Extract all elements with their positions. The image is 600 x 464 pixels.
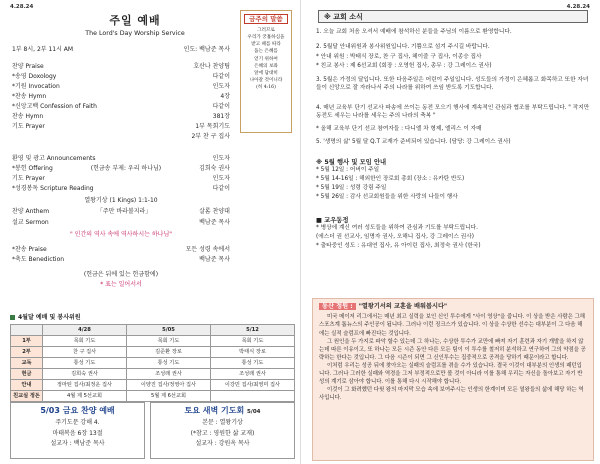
order-label: 환영 및 광고 Announcements bbox=[12, 155, 96, 162]
order-leader: 다같이 bbox=[212, 185, 230, 192]
meditation-heading bbox=[319, 302, 587, 311]
verse-line: (히 4:16) bbox=[256, 85, 276, 90]
order-row bbox=[12, 256, 230, 264]
order-leader: 김희숙 권사 bbox=[199, 165, 230, 172]
order-row bbox=[12, 103, 230, 111]
right-date: 4.28.24 bbox=[566, 4, 590, 10]
order-note: (헌금송 부제: 우리 하나님) bbox=[90, 165, 162, 172]
order-leader: 인도자 bbox=[212, 155, 230, 162]
sermon-row bbox=[12, 219, 230, 227]
order-label: 기도 Prayer bbox=[12, 123, 45, 130]
table-cell: 김준환 장로 bbox=[127, 347, 211, 358]
table-row bbox=[11, 336, 295, 347]
table-cell: 목회 기도 bbox=[43, 336, 127, 347]
church-news-header: ※ 교회 소식 bbox=[318, 10, 588, 23]
table-cell: 조성래 권사 bbox=[127, 369, 211, 380]
standing-note: * 표는 일어서서 bbox=[100, 281, 142, 288]
table-cell: 통성 기도 bbox=[43, 358, 127, 369]
order-label: *봉헌 Offering bbox=[12, 165, 53, 172]
order-leader: 다같이 bbox=[212, 103, 230, 110]
sermon-title: " 인간의 역사 속에 역사하시는 하나님" bbox=[70, 231, 172, 238]
may-event: * 5월 26일 : 감사 선교회원들을 위한 사랑의 나들이 행사 bbox=[316, 194, 458, 200]
order-row bbox=[12, 83, 230, 91]
may-event: * 5월 12일 : 어버이 주일 bbox=[316, 167, 380, 173]
friday-worship-topic: 주기도문 강해 4. bbox=[55, 419, 100, 426]
news-item: * 올해 교육부 단기 선교 참여자들 : 다니엘 차 형제, 엘리스 이 자매 bbox=[316, 126, 482, 132]
saturday-prayer-note: (*참고 : 영원한 삶 교재) bbox=[190, 429, 255, 437]
order-label: *찬송 Hymn bbox=[12, 93, 47, 100]
order-leader: 모든 성령 속에서 bbox=[185, 246, 230, 253]
order-row bbox=[12, 73, 230, 81]
table-header: 4/28 bbox=[43, 325, 127, 336]
order-label: *송영 Doxology bbox=[12, 73, 57, 80]
meditation-title: "열왕기서의 교훈을 배워봅시다" bbox=[358, 303, 448, 310]
order-row bbox=[12, 185, 230, 193]
table-header: 5/05 bbox=[127, 325, 211, 336]
friday-worship-title: 5/03 금요 찬양 예배 bbox=[40, 406, 115, 415]
saturday-prayer-box bbox=[150, 402, 295, 459]
verse-line: 은혜의 보좌 bbox=[254, 63, 278, 69]
member-news-item: * 출타중인 성도 : 유대연 집사, 유 아이린 집사, 최정숙 권사 (한국) bbox=[316, 243, 481, 249]
order-leader: 1부 목회기도 bbox=[195, 123, 230, 130]
order-leader: 살롬 찬양대 bbox=[199, 208, 230, 215]
member-news-item: (에스더 권 선교사, 임명자 권사, 오해니 집사, 강 그레이스 권사) bbox=[316, 234, 474, 240]
order-label: *신앙고백 Confession of Faith bbox=[12, 103, 97, 110]
meditation-paragraph: 그 원인을 두 가지로 파악 할수 있는데 그 하나는, 수상한 투수가 교만에 빠져 자기 훈련과 자기 개발을 하지 않는데 따른 이유이고, 또 하나는 모든 시즌 동안 다른 모든 팀이 이 투수를 철저히 분석하고 연구하여 그의 약점을 공략하는 한다는 것입니다. 그 다음 시즌이 되면 그 신인투수는 집중적으로 공격을 당하기 때문이라고 합니다. bbox=[319, 338, 586, 361]
table-cell: 김희숙 권사 bbox=[43, 369, 127, 380]
meditation-paragraph: 이처럼 우리는 성공 뒤에 찾아오는 실패의 슬럼프를 겪을 수가 있습니다. 결국 이것이 대부분의 인생의 패턴입니다. 그러나 그러한 실패와 역경을 그저 부정적으로만 볼 것이 아니라 이를 통해 우리는 자신을 돌아보고 자기 반성의 계기로 삼아야 합니다. 이를 통해 다시 시작해야 합니다. bbox=[319, 362, 583, 386]
weekly-verse-title: 금주의 말씀 bbox=[244, 14, 288, 24]
order-label: 기도 Prayer bbox=[12, 175, 45, 182]
duty-table-title: 4월달 예배 및 봉사위원 bbox=[10, 314, 81, 322]
meditation-tag: 동산 정원 : bbox=[319, 303, 356, 310]
order-row bbox=[12, 165, 230, 173]
order-row bbox=[12, 113, 230, 121]
order-label: 찬양 Anthem bbox=[12, 208, 50, 215]
order-leader: 백남준 목사 bbox=[199, 256, 230, 263]
verse-line: 얻기 위하여 bbox=[254, 56, 278, 62]
table-cell: 교독 bbox=[11, 358, 43, 369]
table-cell: 정마틴 집사/최정운 집사 bbox=[43, 380, 127, 391]
verse-line: 우리가 궁휼하심을 bbox=[247, 35, 285, 41]
news-item: 5. '생명의 삶' 5월 달 Q.T 교재가 준비되어 있습니다. (담당: 강 그레이스 권사) bbox=[316, 139, 511, 145]
weekly-verse-box bbox=[240, 10, 292, 133]
order-row bbox=[12, 246, 230, 254]
offering-note: (헌금은 뒤에 있는 헌금함에) bbox=[83, 271, 159, 278]
table-cell: 통성 기도 bbox=[211, 358, 295, 369]
table-cell: 안내 bbox=[11, 380, 43, 391]
anthem-title: 「주만 바라볼지라」 bbox=[96, 208, 152, 215]
table-cell: 1부 bbox=[11, 336, 43, 347]
table-header-row bbox=[11, 325, 295, 336]
table-header bbox=[11, 325, 43, 336]
table-cell: 이강민 집사/최영미 집사 bbox=[211, 380, 295, 391]
saturday-prayer-text: 본문 : 열왕기상 bbox=[202, 419, 243, 426]
friday-worship-text: 마태복음 6장 13절 bbox=[52, 429, 103, 437]
order-row bbox=[12, 93, 230, 101]
may-events-title: ※ 5월 행사 및 모임 안내 bbox=[316, 159, 387, 166]
order-row bbox=[12, 133, 230, 141]
table-header: 5/12 bbox=[211, 325, 295, 336]
table-row bbox=[11, 391, 295, 402]
table-cell: 박태식 장로 bbox=[211, 347, 295, 358]
saturday-prayer-title bbox=[154, 406, 291, 416]
news-item: 3. 5월은 가정의 달입니다. 또한 다음주일은 어린이 주일입니다. 성도들의 가정이 은혜롭고 화목하고 또한 자녀들이 신앙으로 잘 자라나서 주의 나라를 위하여 쓰임 받도록 기도합니다. bbox=[316, 77, 589, 92]
meditation-paragraph: 미국 메이저 리그에서는 매년 최고 실력을 보인 신인 투수에게 "사이 영상"을 줍니다. 이 상을 받은 사람은 그해 스포츠계 톱뉴스의 주인공이 됩니다. 그러나 이런 징크스가 있습니다. 이 상을 수상한 선수는 대부분이 그 다음 해에는 실적 슬럼프에 빠진다는 것입니다. bbox=[319, 314, 586, 337]
table-cell: 친교실 정돈 bbox=[11, 391, 43, 402]
member-news-item: * 병상에 계신 여러 성도들을 위하여 관심과 기도를 부탁드립니다. bbox=[316, 225, 478, 231]
verse-line: 돕는 은혜를 bbox=[254, 49, 278, 55]
table-cell: 2부 bbox=[11, 347, 43, 358]
order-label: 설교 Sermon bbox=[12, 219, 49, 226]
order-leader: 4장 bbox=[220, 93, 230, 100]
order-row bbox=[12, 123, 230, 131]
verse-line: 받고 때를 따라 bbox=[251, 42, 281, 48]
table-cell: 5월 제 6선교회 bbox=[127, 391, 211, 402]
service-officiant: 인도: 백남준 목사 bbox=[183, 46, 230, 53]
order-leader: 381장 bbox=[212, 113, 230, 120]
news-item: 1. 오늘 교회 처음 오셔서 예배에 참석하신 분들을 주님의 이름으로 환영합니다. bbox=[316, 29, 512, 35]
order-leader: 백남준 목사 bbox=[199, 219, 230, 226]
order-row bbox=[12, 63, 230, 71]
verse-line: 그러므로 bbox=[257, 28, 275, 34]
order-leader: 인도자 bbox=[212, 83, 230, 90]
table-row bbox=[11, 380, 295, 391]
order-label: *기원 Invocation bbox=[12, 83, 60, 90]
table-cell: 통성 기도 bbox=[127, 358, 211, 369]
anthem-row bbox=[12, 208, 230, 216]
may-event: * 5월 14-16일 : 해외한인 장로회 총회 (장소 : 유카탄 반도) bbox=[316, 176, 465, 182]
member-news-title: ■ 교우동정 bbox=[316, 217, 349, 224]
table-cell bbox=[211, 391, 295, 402]
news-item: * 안내 위원 : 박태식 장로, 찬 구 집사, 헤이즐 구 집사, 이종승 집사 bbox=[316, 54, 482, 60]
friday-worship-box bbox=[10, 402, 145, 459]
table-cell: 이양진 집사/정영아 집사 bbox=[127, 380, 211, 391]
order-leader: 인도자 bbox=[212, 175, 230, 182]
order-label: *축도 Benediction bbox=[12, 256, 65, 263]
saturday-prayer-date: 5/04 bbox=[246, 409, 261, 415]
order-leader: 2부 찬 구 집사 bbox=[191, 133, 230, 140]
verse-line: 앞에 담대히 bbox=[254, 70, 278, 76]
left-date: 4.28.24 bbox=[10, 4, 34, 10]
order-row bbox=[12, 155, 230, 163]
table-row bbox=[11, 347, 295, 358]
table-cell: 조성래 권사 bbox=[211, 369, 295, 380]
may-event: * 5월 19일 : 성령 강림 주일 bbox=[316, 185, 387, 191]
service-title: 주일 예배 bbox=[109, 14, 161, 27]
order-leader: 호산나 찬양팀 bbox=[193, 63, 230, 70]
news-item: * 친교 봉사 : 제 6선교회 (회장 : 오영헌 집사, 총무 : 강 그레이스 권사) bbox=[316, 63, 492, 69]
news-item: 4. 매년 교육부 단기 선교사 파송에 쓰이는 동전 모으기 행사에 계속적인 관심과 협조를 부탁드립니다. " 작지만 동전도 세우는 나라를 세우는 주의 나라의 축복 " bbox=[316, 105, 590, 120]
saturday-prayer-preacher: 설교자 : 강원옥 목사 bbox=[195, 440, 250, 447]
order-label: *성경봉독 Scripture Reading bbox=[12, 185, 94, 192]
table-cell: 목회 기도 bbox=[211, 336, 295, 347]
table-cell: 4월 제 5선교회 bbox=[43, 391, 127, 402]
service-subtitle: The Lord's Day Worship Service bbox=[85, 30, 185, 37]
friday-worship-preacher: 설교자 : 백남준 목사 bbox=[50, 440, 105, 447]
table-row bbox=[11, 369, 295, 380]
meditation-box bbox=[312, 298, 594, 461]
news-item: 2. 5월달 안내위원과 봉사위원입니다. 기쁨으로 섬겨 주시길 바랍니다. bbox=[316, 44, 490, 50]
order-label: *찬송 Praise bbox=[12, 246, 47, 253]
order-row bbox=[12, 175, 230, 183]
duty-table bbox=[10, 324, 295, 402]
saturday-prayer-name: 토요 새벽 기도회 bbox=[184, 406, 245, 415]
order-label: 찬양 Praise bbox=[12, 63, 44, 70]
verse-line: 나아갈 것이니라 bbox=[249, 77, 283, 83]
order-leader: 다같이 bbox=[212, 73, 230, 80]
table-row bbox=[11, 358, 295, 369]
table-cell: 현금 bbox=[11, 369, 43, 380]
service-times-row bbox=[12, 46, 230, 54]
scripture-reference: 열왕기상 (1 Kings) 1:1-10 bbox=[84, 197, 158, 204]
order-label: 찬송 Hymn bbox=[12, 113, 44, 120]
table-cell: 찬 구 집사 bbox=[43, 347, 127, 358]
meditation-paragraph: 이것이 그 화려했던 다윗 왕의 마지막 모습 속에 보여주시는 인생의 한계이며 모든 열왕들의 삶에 해당 하는 역사입니다. bbox=[319, 387, 584, 402]
page-divider bbox=[300, 0, 301, 464]
service-times: 1부 8시, 2부 11시 AM bbox=[12, 46, 74, 53]
table-cell: 목회 기도 bbox=[127, 336, 211, 347]
